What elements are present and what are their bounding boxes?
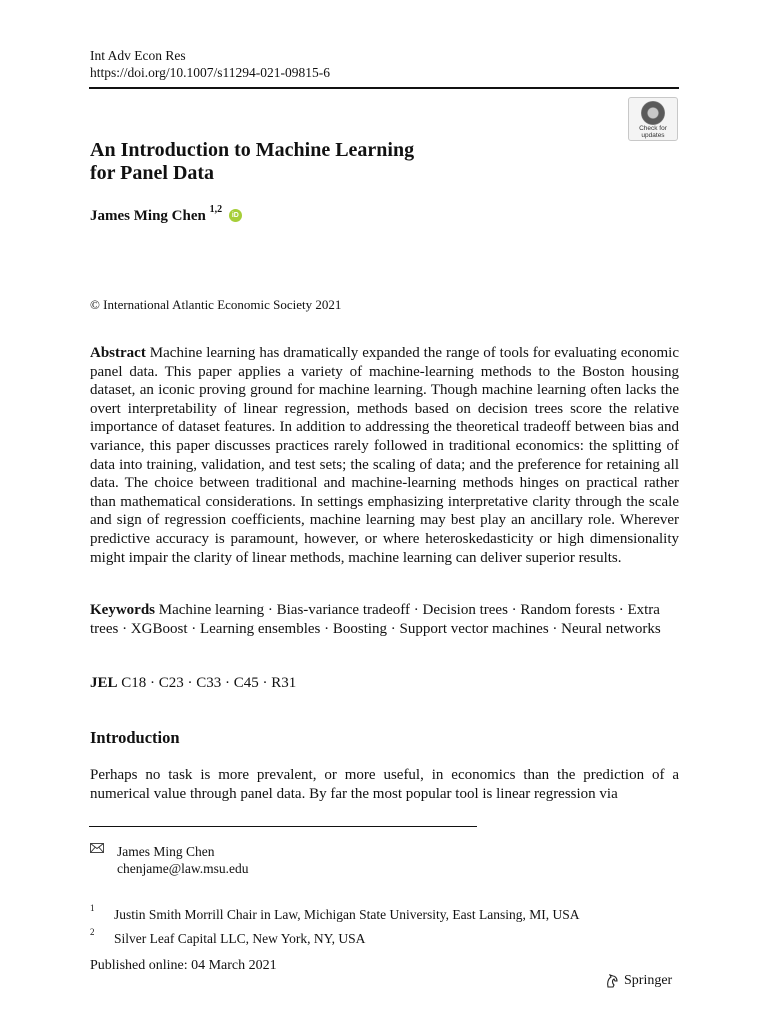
- badge-line-1: Check for: [639, 125, 667, 132]
- contact-email[interactable]: chenjame@law.msu.edu: [117, 861, 249, 876]
- abstract-label: Abstract: [90, 345, 146, 361]
- header-rule: [89, 87, 679, 89]
- abstract-text: Machine learning has dramatically expanded the range of tools for evaluating economic panel data. This paper applies a variety of machine-learning methods to the Boston housing dataset, an iconic proving ground for machine learning. Though machine learning often lacks the overt interpretability of linear regression, methods based on decision trees score the relative importance of dataset features. In addition to addressing the theoretical tradeoff between bias and variance, this paper discusses practices rarely followed in traditional economics: the splitting of data into training, validation, and test sets; the scaling of data; and the preference for retaining all data. The choice between traditional and machine-learning methods hinges on practical rather than mathematical considerations. In settings emphasizing interpretative clarity through the scale and sign of regression coefficients, machine learning may best play an ancillary role. Wherever predictive accuracy is paramount, however, or where heteroskedasticity or high dimensionality might impair the clarity of linear methods, machine learning can deliver superior results.: [90, 345, 679, 566]
- doi-link[interactable]: https://doi.org/10.1007/s11294-021-09815-6: [90, 64, 331, 80]
- keywords-text: Machine learning · Bias-variance tradeoff · Decision trees · Random forests · Extra trees · XGBoost · Learning ensembles · Boosting · Support vector machines · Neural networks: [90, 602, 661, 637]
- copyright-notice: © International Atlantic Economic Society 2021: [90, 297, 342, 312]
- author-name[interactable]: James Ming Chen: [90, 208, 206, 224]
- published-date: Published online: 04 March 2021: [90, 958, 277, 973]
- contact-name: James Ming Chen: [117, 844, 215, 859]
- affiliation-1-text: Justin Smith Morrill Chair in Law, Michigan State University, East Lansing, MI, USA: [114, 907, 580, 922]
- footnote-rule: [89, 826, 477, 827]
- journal-name: Int Adv Econ Res: [90, 48, 186, 63]
- affiliation-2-text: Silver Leaf Capital LLC, New York, NY, USA: [114, 931, 366, 946]
- author-affiliation-marks: 1,2: [209, 204, 223, 215]
- keywords-label: Keywords: [90, 602, 155, 618]
- jel-label: JEL: [90, 675, 118, 691]
- keywords: [90, 601, 679, 638]
- crossmark-icon: [641, 101, 665, 125]
- jel-codes: [90, 675, 296, 692]
- check-for-updates-badge[interactable]: [628, 97, 678, 141]
- abstract: [90, 344, 679, 567]
- jel-text: C18 · C23 · C33 · C45 · R31: [121, 675, 297, 691]
- journal-header: [90, 48, 330, 81]
- corresponding-author: [117, 843, 249, 877]
- title-line-2: for Panel Data: [90, 162, 215, 184]
- paper-title: [90, 139, 414, 185]
- affiliation-1-number: 1: [90, 903, 95, 913]
- springer-horse-icon: [604, 973, 620, 989]
- publisher-name: Springer: [624, 973, 673, 989]
- envelope-icon: [90, 843, 104, 853]
- badge-line-2: updates: [641, 132, 665, 139]
- author-line: [90, 206, 242, 225]
- affiliation-2-number: 2: [90, 927, 95, 937]
- section-heading-introduction: Introduction: [90, 728, 180, 747]
- orcid-icon[interactable]: iD: [229, 209, 242, 222]
- publisher-logo: [604, 973, 672, 989]
- introduction-paragraph: Perhaps no task is more prevalent, or more useful, in economics than the prediction of a numerical value through panel data. By far the most popular tool is linear regression via: [90, 767, 679, 802]
- title-line-1: An Introduction to Machine Learning: [90, 139, 415, 161]
